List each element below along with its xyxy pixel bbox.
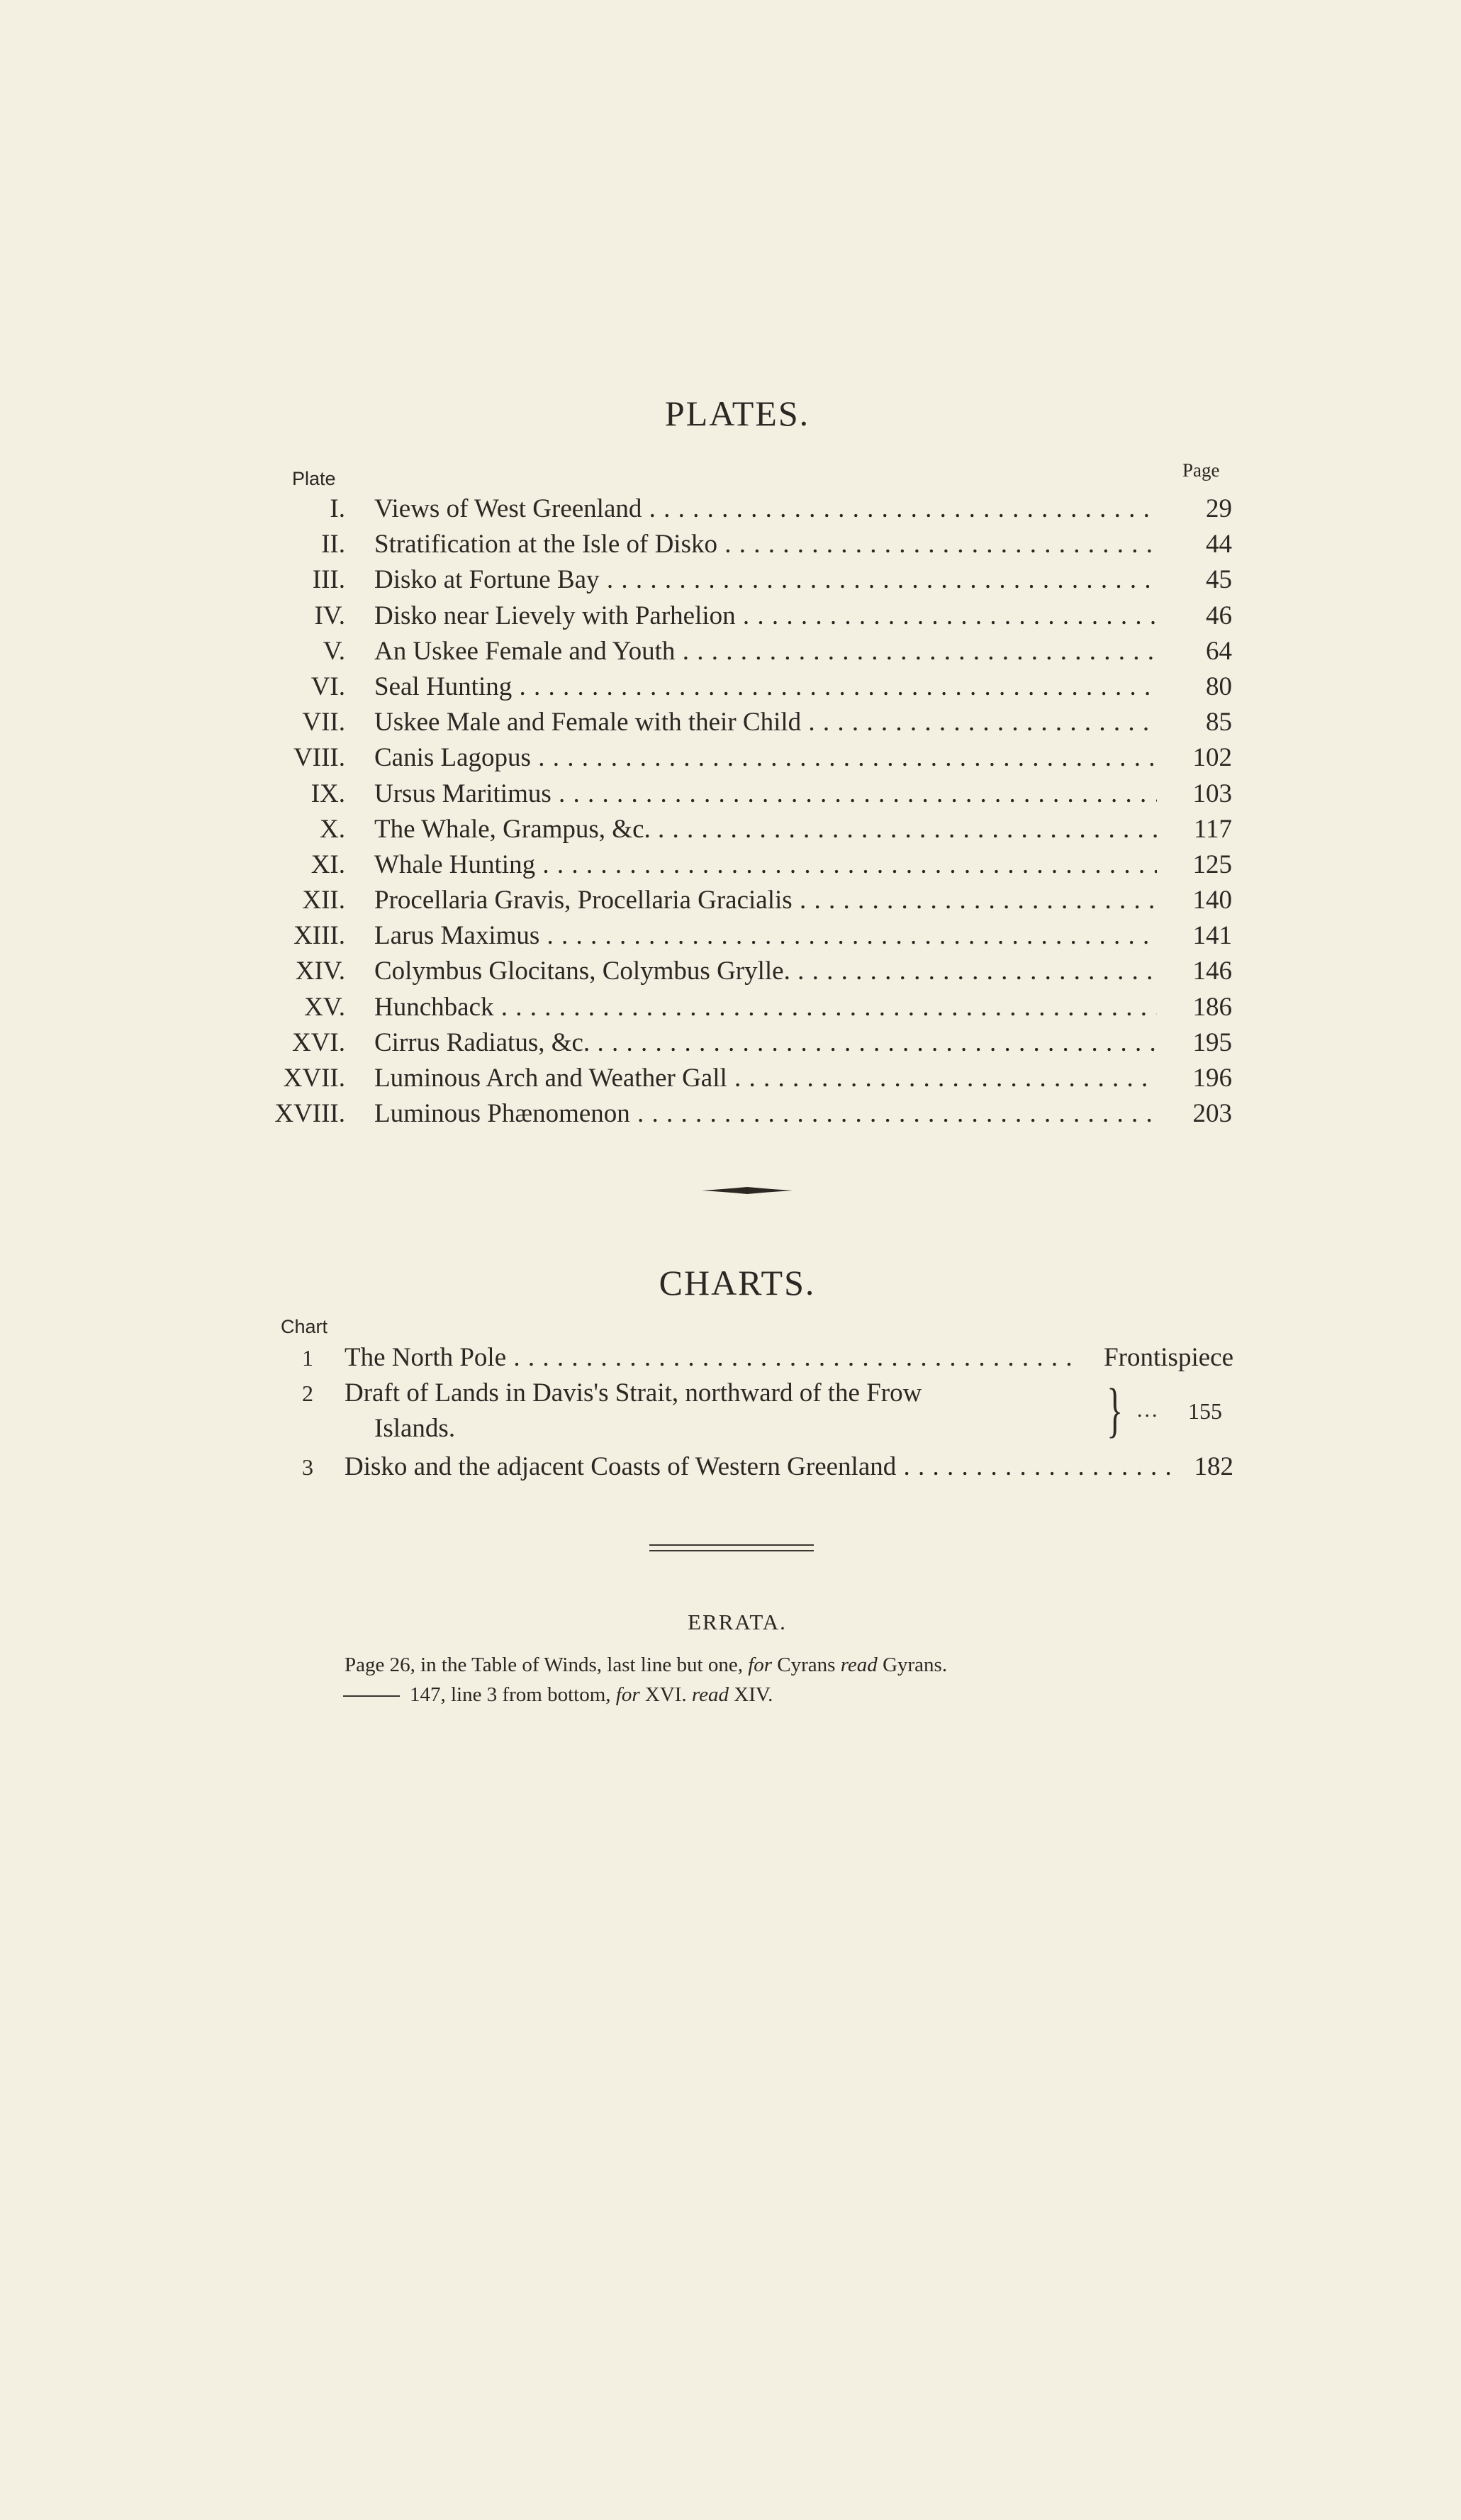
- errata-text: 147, line 3 from bottom,: [410, 1683, 616, 1706]
- plate-row: [0, 527, 1461, 562]
- plate-page: 203: [1192, 1099, 1232, 1129]
- errata-heading: ERRATA.: [688, 1610, 787, 1634]
- plate-page: 140: [1192, 886, 1232, 915]
- chart-title-line1: Draft of Lands in Davis's Strait, northward of the Frow: [345, 1378, 922, 1407]
- plate-title: Cirrus Radiatus, &c. . . .: [374, 1025, 1157, 1061]
- plate-title: An Uskee Female and Youth . . .: [374, 634, 1157, 669]
- plate-title: Views of West Greenland . . .: [374, 491, 1157, 527]
- plate-number: XVII.: [283, 1064, 345, 1093]
- plate-page: 64: [1206, 636, 1232, 666]
- plate-row: [0, 669, 1461, 705]
- chart-row: [0, 1376, 1461, 1411]
- chart-title: The North Pole . . .: [345, 1340, 1076, 1376]
- plate-page: 117: [1193, 814, 1232, 844]
- plate-page: 45: [1206, 565, 1232, 595]
- chart-row-continued: [0, 1411, 1461, 1446]
- errata-text: Gyrans.: [877, 1654, 948, 1676]
- errata-text: Cyrans: [772, 1654, 841, 1676]
- chart-row: [0, 1449, 1461, 1485]
- plate-title: Canis Lagopus . . .: [374, 740, 1157, 776]
- plate-page: 80: [1206, 671, 1232, 701]
- plate-page: 85: [1206, 708, 1232, 737]
- plate-title: Larus Maximus . . .: [374, 918, 1157, 954]
- plate-column-label: Plate: [292, 468, 336, 489]
- brace-leader: ...: [1137, 1398, 1160, 1422]
- plate-page: 46: [1206, 601, 1232, 630]
- plate-number: VII.: [302, 708, 345, 737]
- plate-number: IV.: [314, 601, 345, 630]
- chart-number: 2: [302, 1381, 313, 1406]
- plate-page: 196: [1192, 1064, 1232, 1093]
- brace-icon: }: [1107, 1376, 1123, 1444]
- plate-row: [0, 705, 1461, 740]
- double-rule-bottom: [649, 1550, 814, 1551]
- double-rule-top: [649, 1544, 814, 1546]
- plate-page: 44: [1206, 530, 1232, 559]
- plate-page: 29: [1206, 494, 1232, 523]
- errata-line-1: [345, 1654, 947, 1677]
- errata-italic-read: read: [840, 1654, 878, 1676]
- plate-title: Disko at Fortune Bay . . .: [374, 562, 1157, 598]
- plate-title: Disko near Lievely with Parhelion . . .: [374, 598, 1157, 634]
- errata-text: XVI.: [639, 1683, 692, 1706]
- chart-number: 1: [302, 1345, 313, 1371]
- plate-number: XIII.: [293, 921, 345, 951]
- plate-title: Procellaria Gravis, Procellaria Gracialis . . .: [374, 883, 1157, 918]
- plate-page: 103: [1192, 779, 1232, 808]
- plate-number: XIV.: [295, 957, 345, 986]
- plate-title: Luminous Phænomenon . . .: [374, 1096, 1157, 1132]
- plate-row: [0, 740, 1461, 776]
- plate-page: 141: [1192, 921, 1232, 951]
- plate-row: [0, 598, 1461, 634]
- chart-column-label: Chart: [281, 1316, 328, 1337]
- plate-number: V.: [323, 636, 345, 666]
- plate-title: The Whale, Grampus, &c. . . .: [374, 812, 1157, 847]
- plate-title: Luminous Arch and Weather Gall . . .: [374, 1061, 1157, 1096]
- plate-number: XII.: [302, 886, 345, 915]
- chart-row: [0, 1340, 1461, 1376]
- plates-list: [0, 491, 1461, 1132]
- chart-title: Disko and the adjacent Coasts of Western Greenland . . .: [345, 1449, 1171, 1485]
- errata-line-2: [343, 1683, 773, 1707]
- plate-title: Ursus Maritimus . . .: [374, 776, 1157, 812]
- chart-page: 155: [1188, 1398, 1222, 1424]
- plate-row: [0, 634, 1461, 669]
- plate-row: [0, 1096, 1461, 1132]
- plate-number: VIII.: [293, 743, 345, 773]
- chart-page: Frontispiece: [1104, 1343, 1233, 1372]
- plate-number: XVIII.: [274, 1099, 345, 1129]
- ditto-dash: [343, 1695, 400, 1697]
- plate-number: XI.: [310, 849, 345, 879]
- plates-heading: PLATES.: [664, 394, 810, 433]
- plate-row: [0, 776, 1461, 812]
- plate-page: 102: [1192, 743, 1232, 773]
- plate-title: Stratification at the Isle of Disko . . .: [374, 527, 1157, 562]
- chart-number: 3: [302, 1454, 313, 1480]
- charts-heading: CHARTS.: [659, 1263, 816, 1303]
- plate-page: 186: [1192, 992, 1232, 1022]
- plate-title: Hunchback . . .: [374, 990, 1157, 1025]
- plate-row: [0, 1025, 1461, 1061]
- ornament-divider-icon: [702, 1186, 793, 1195]
- plate-page: 125: [1192, 849, 1232, 879]
- plate-number: I.: [330, 494, 345, 523]
- plate-number: XVI.: [291, 1027, 345, 1057]
- plate-row: [0, 847, 1461, 883]
- errata-italic-for: for: [615, 1683, 640, 1706]
- plate-row: [0, 491, 1461, 527]
- errata-italic-read: read: [691, 1683, 729, 1706]
- plate-number: XV.: [304, 992, 345, 1022]
- plate-title: Seal Hunting . . .: [374, 669, 1157, 705]
- plate-number: VI.: [310, 671, 345, 701]
- plate-number: III.: [312, 565, 345, 595]
- plate-title: Uskee Male and Female with their Child . . .: [374, 705, 1157, 740]
- plate-row: [0, 990, 1461, 1025]
- plate-row: [0, 883, 1461, 918]
- plate-title: Colymbus Glocitans, Colymbus Grylle. . . .: [374, 954, 1157, 989]
- plate-row: [0, 812, 1461, 847]
- plate-row: [0, 1061, 1461, 1096]
- page-column-label: Page: [1182, 459, 1220, 481]
- plate-page: 146: [1192, 957, 1232, 986]
- errata-text: Page 26, in the Table of Winds, last line but one,: [345, 1654, 749, 1676]
- plate-row: [0, 918, 1461, 954]
- plate-number: II.: [321, 530, 345, 559]
- chart-title-line2: Islands.: [374, 1414, 456, 1443]
- plate-page: 195: [1192, 1027, 1232, 1057]
- chart-page: 182: [1194, 1452, 1233, 1481]
- plate-number: IX.: [310, 779, 345, 808]
- plate-title: Whale Hunting . . .: [374, 847, 1157, 883]
- plate-number: X.: [320, 814, 345, 844]
- plate-row: [0, 562, 1461, 598]
- errata-text: XIV.: [729, 1683, 773, 1706]
- errata-italic-for: for: [748, 1654, 773, 1676]
- plate-row: [0, 954, 1461, 989]
